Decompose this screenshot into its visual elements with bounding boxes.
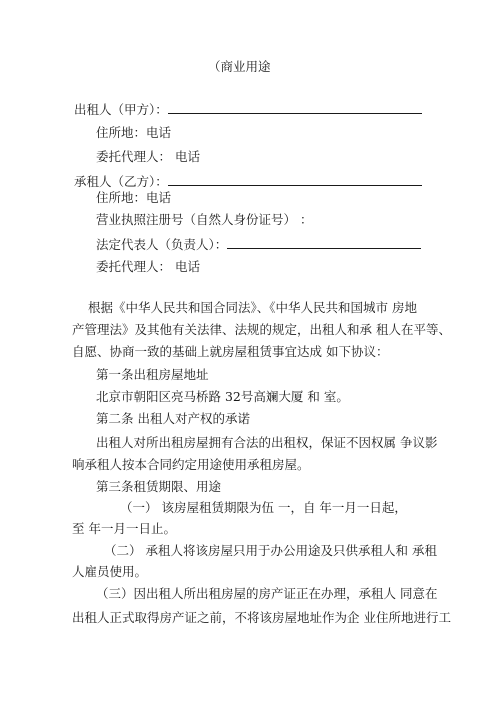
lessee-agent-phone: 委托代理人： 电话 <box>96 259 200 274</box>
article3-item2-line: （二） 承租人将该房屋只用于办公用途及只供承租人和 承租 <box>104 543 437 558</box>
article1-text: 北京市朝阳区亮马桥路 32号高斓大厦 和 室。 <box>96 389 349 404</box>
lessee-license: 营业执照注册号（自然人身份证号） ： <box>96 212 313 227</box>
preamble-line: 自愿、协商一致的基础上就房屋租赁事宜达成 如下协议： <box>72 344 389 359</box>
preamble-line: 根据《中华人民共和国合同法》、《中华人民共和国城市 房地 <box>88 300 417 315</box>
article2-line: 响承租人按本合同约定用途使用承租房屋。 <box>72 457 310 472</box>
article3-title: 第三条租赁期限、用途 <box>96 479 222 494</box>
lessor-label: 出租人（甲方）： <box>74 102 168 117</box>
article3-item1-line: （一） 该房屋租赁期限为伍 一，自 年一月一日起， <box>120 500 407 515</box>
article3-item1-line: 至 年一月一日止。 <box>72 521 176 536</box>
lessee-address-phone: 住所地：电话 <box>96 190 172 205</box>
article2-title: 第二条 出租人对产权的承诺 <box>96 411 250 426</box>
article3-item2-line: 人雇员使用。 <box>72 564 148 579</box>
article2-line: 出租人对所出租房屋拥有合法的出租权，保证不因权属 争议影 <box>96 435 438 450</box>
lessor-name-blank <box>168 101 422 114</box>
lessee-name-blank <box>168 173 422 186</box>
lessee-label: 承租人（乙方）： <box>74 174 168 189</box>
lessor-address-phone: 住所地：电话 <box>96 125 172 140</box>
lessee-row <box>74 173 422 190</box>
lessor-agent-phone: 委托代理人： 电话 <box>96 149 200 164</box>
lessor-row <box>74 101 422 118</box>
article1-title: 第一条出租房屋地址 <box>96 367 209 382</box>
contract-subtitle: （商业用途 <box>208 59 271 74</box>
lessee-legal-rep-label: 法定代表人（负责人）： <box>96 237 228 252</box>
lessee-legal-rep-row <box>96 236 421 253</box>
article3-item3-line: 出租人正式取得房产证之前，不将该房屋地址作为企 业住所地进行工 <box>72 610 451 625</box>
legal-rep-blank <box>227 236 421 249</box>
preamble-line: 产管理法》及其他有关法律、法规的规定，出租人和承 租人在平等、 <box>72 322 451 337</box>
article3-item3-line: （三）因出租人所出租房屋的房产证正在办理，承租人 同意在 <box>96 586 438 601</box>
